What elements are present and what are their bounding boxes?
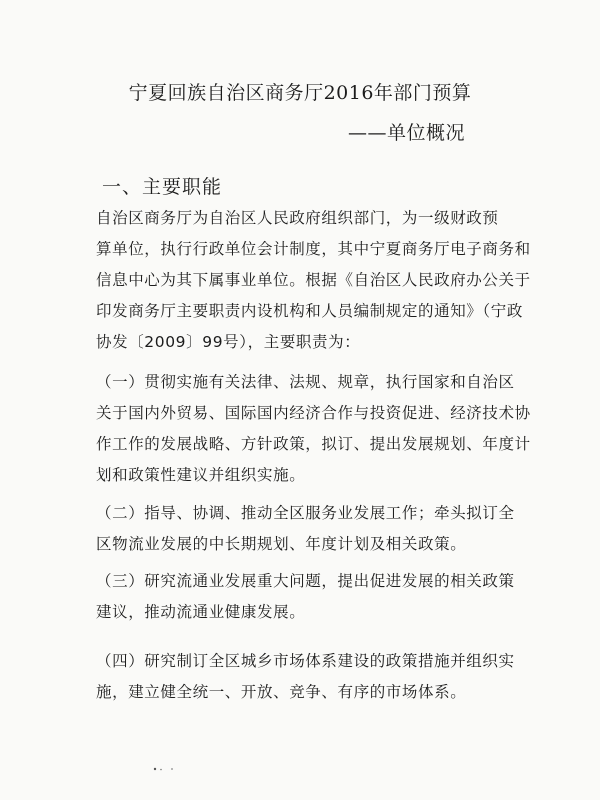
paragraph-line: （一）贯彻实施有关法律、法规、规章，执行国家和自治区: [96, 373, 515, 391]
paragraph-line: 区物流业发展的中长期规划、年度计划及相关政策。: [96, 535, 467, 553]
paragraph-line: 作工作的发展战略、方针政策，拟订、提出发展规划、年度计: [96, 435, 531, 453]
paragraph-line: 协发〔2009〕99号），主要职责为：: [96, 333, 361, 351]
duty-paragraph-3: [96, 566, 526, 628]
section-heading: 一、主要职能: [102, 176, 223, 198]
intro-paragraph: [96, 203, 531, 358]
paragraph-line: 算单位，执行行政单位会计制度，其中宁夏商务厅电子商务和: [96, 240, 531, 258]
scan-speck: [152, 766, 182, 772]
paragraph-line: 印发商务厅主要职责内设机构和人员编制规定的通知》（宁政: [96, 302, 523, 320]
paragraph-line: （二）指导、协调、推动全区服务业发展工作；牵头拟订全: [96, 504, 515, 522]
paragraph-line: 划和政策性建议并组织实施。: [96, 466, 306, 484]
paragraph-line: 施，建立健全统一、开放、竞争、有序的市场体系。: [96, 683, 467, 701]
paragraph-line: （四）研究制订全区城乡市场体系建设的政策措施并组织实: [96, 652, 515, 670]
paragraph-line: （三）研究流通业发展重大问题，提出促进发展的相关政策: [96, 572, 515, 590]
paragraph-line: 信息中心为其下属事业单位。根据《自治区人民政府办公关于: [96, 271, 531, 289]
paragraph-line: 建议，推动流通业健康发展。: [96, 603, 306, 621]
document-subtitle: ——单位概况: [348, 122, 466, 144]
paragraph-line: 自治区商务厅为自治区人民政府组织部门，为一级财政预: [96, 209, 499, 227]
duty-paragraph-4: [96, 646, 526, 708]
duty-paragraph-1: [96, 367, 531, 491]
document-title: 宁夏回族自治区商务厅2016年部门预算: [128, 82, 472, 104]
paragraph-line: 关于国内外贸易、国际国内经济合作与投资促进、经济技术协: [96, 404, 531, 422]
duty-paragraph-2: [96, 498, 526, 560]
